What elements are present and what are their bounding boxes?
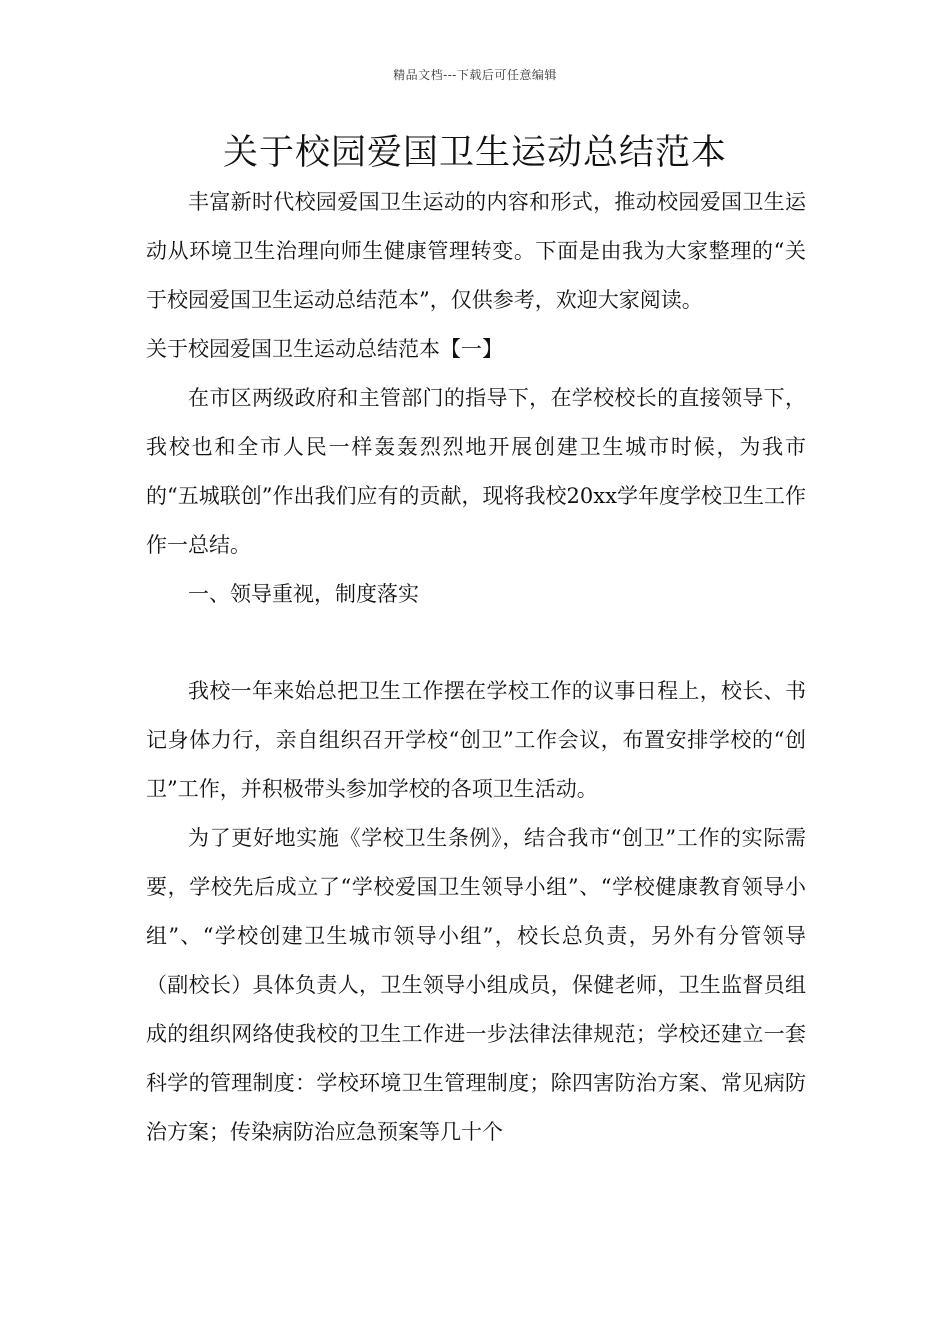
document-body [146,178,806,1157]
intro-paragraph: 丰富新时代校园爱国卫生运动的内容和形式，推动校园爱国卫生运动从环境卫生治理向师生健康管理转变。下面是由我为大家整理的“关于校园爱国卫生运动总结范本”，仅供参考，欢迎大家阅读。 [146,190,806,312]
paragraph-1: 在市区两级政府和主管部门的指导下，在学校校长的直接领导下，我校也和全市人民一样轰轰烈烈地开展创建卫生城市时候，为我市的“五城联创”作出我们应有的贡献，现将我校20xx学年度学校卫生工作作一总结。 [146,386,806,557]
blank-line [146,619,806,667]
paragraph-2: 我校一年来始总把卫生工作摆在学校工作的议事日程上，校长、书记身体力行，亲自组织召开学校“创卫”工作会议，布置安排学校的“创卫”工作，并积极带头参加学校的各项卫生活动。 [146,679,806,801]
section-heading: 关于校园爱国卫生运动总结范本【一】 [146,337,503,361]
paragraph-3: 为了更好地实施《学校卫生条例》，结合我市“创卫”工作的实际需要，学校先后成立了“学校爱国卫生领导小组”、“学校健康教育领导小组”、“学校创建卫生城市领导小组”，校长总负责，另外有分管领导（副校长）具体负责人，卫生领导小组成员，保健老师，卫生监督员组成的组织网络使我校的卫生工作进一步法律法律规范；学校还建立一套科学的管理制度：学校环境卫生管理制度；除四害防治方案、常见病防治方案；传染病防治应急预案等几十个 [146,826,806,1144]
header-note: 精品文档---下载后可任意编辑 [393,68,557,82]
subheading-1: 一、领导重视，制度落实 [188,582,419,606]
document-title: 关于校园爱国卫生运动总结范本 [222,133,727,173]
